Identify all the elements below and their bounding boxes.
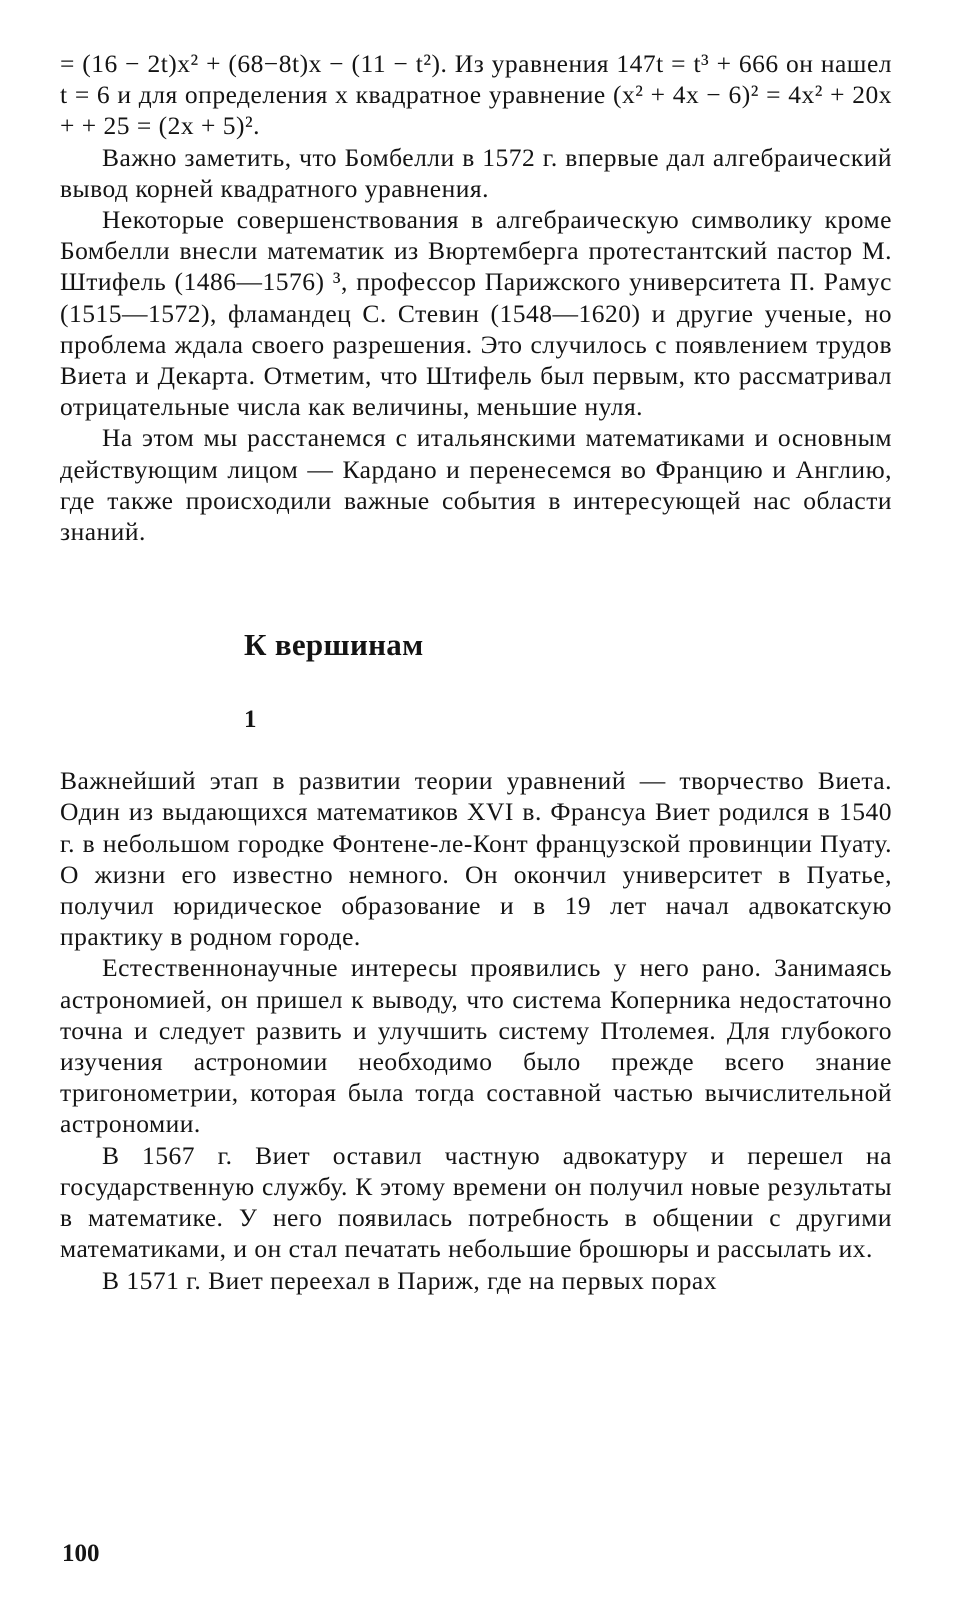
- paragraph-paris: В 1571 г. Виет переехал в Париж, где на первых порах: [102, 1265, 717, 1295]
- paragraph-symbolics: Некоторые совершенствования в алгебраическую символику кроме Бомбелли внесли математик из Вюртемберга протестантский пастор М. Штифель (1486—1576) ³, профессор Парижского университета П. Рамус (1515—1572), фламандец С. Стевин (1548—1620) и другие ученые, но проблема ждала своего разрешения. Это случилось с появлением трудов Виета и Декарта. Отметим, что Штифель был первым, кто рассматривал отрицательные числа как величины, меньшие нуля.: [60, 205, 892, 422]
- section-number: 1: [244, 706, 257, 734]
- paragraph-astronomy: Естественнонаучные интересы проявились у него рано. Занимаясь астрономией, он пришел к выводу, что система Коперника недостаточно точна и следует развить и улучшить систему Птолемея. Для глубокого изучения астрономии необходимо было прежде всего знание тригонометрии, которая была тогда составной частью вычислительной астрономии.: [60, 953, 892, 1139]
- formula-paragraph: = (16 − 2t)x² + (68−8t)x − (11 − t²). Из уравнения 147t = t³ + 666 он нашел t = 6 и для определения x квадратное уравнение (x² + 4x − 6)² = 4x² + 20x + + 25 = (2x + 5)².: [60, 49, 892, 141]
- paragraph-transition: На этом мы расстанемся с итальянскими математиками и основным действующим лицом — Кардано и перенесемся во Францию и Англию, где также происходили важные события в интересующей нас области знаний.: [60, 423, 892, 547]
- page-number: 100: [62, 1540, 100, 1567]
- paragraph-civil-service: В 1567 г. Виет оставил частную адвокатуру и перешел на государственную службу. К этому времени он получил новые результаты в математике. У него появилась потребность в общении с другими математиками, и он стал печатать небольшие брошюры и рассылать их.: [60, 1140, 892, 1264]
- section-title: К вершинам: [244, 627, 424, 663]
- paragraph-viete-intro: Важнейший этап в развитии теории уравнений — творчество Виета. Один из выдающихся математиков XVI в. Франсуа Виет родился в 1540 г. в небольшом городке Фонтене-ле-Конт французской провинции Пуату. О жизни его известно немного. Он окончил университет в Пуатье, получил юридическое образование и в 19 лет начал адвокатскую практику в родном городе.: [60, 766, 892, 952]
- book-page: [60, 48, 892, 1296]
- paragraph-bombelli: Важно заметить, что Бомбелли в 1572 г. впервые дал алгебраический вывод корней квадратного уравнения.: [60, 142, 892, 203]
